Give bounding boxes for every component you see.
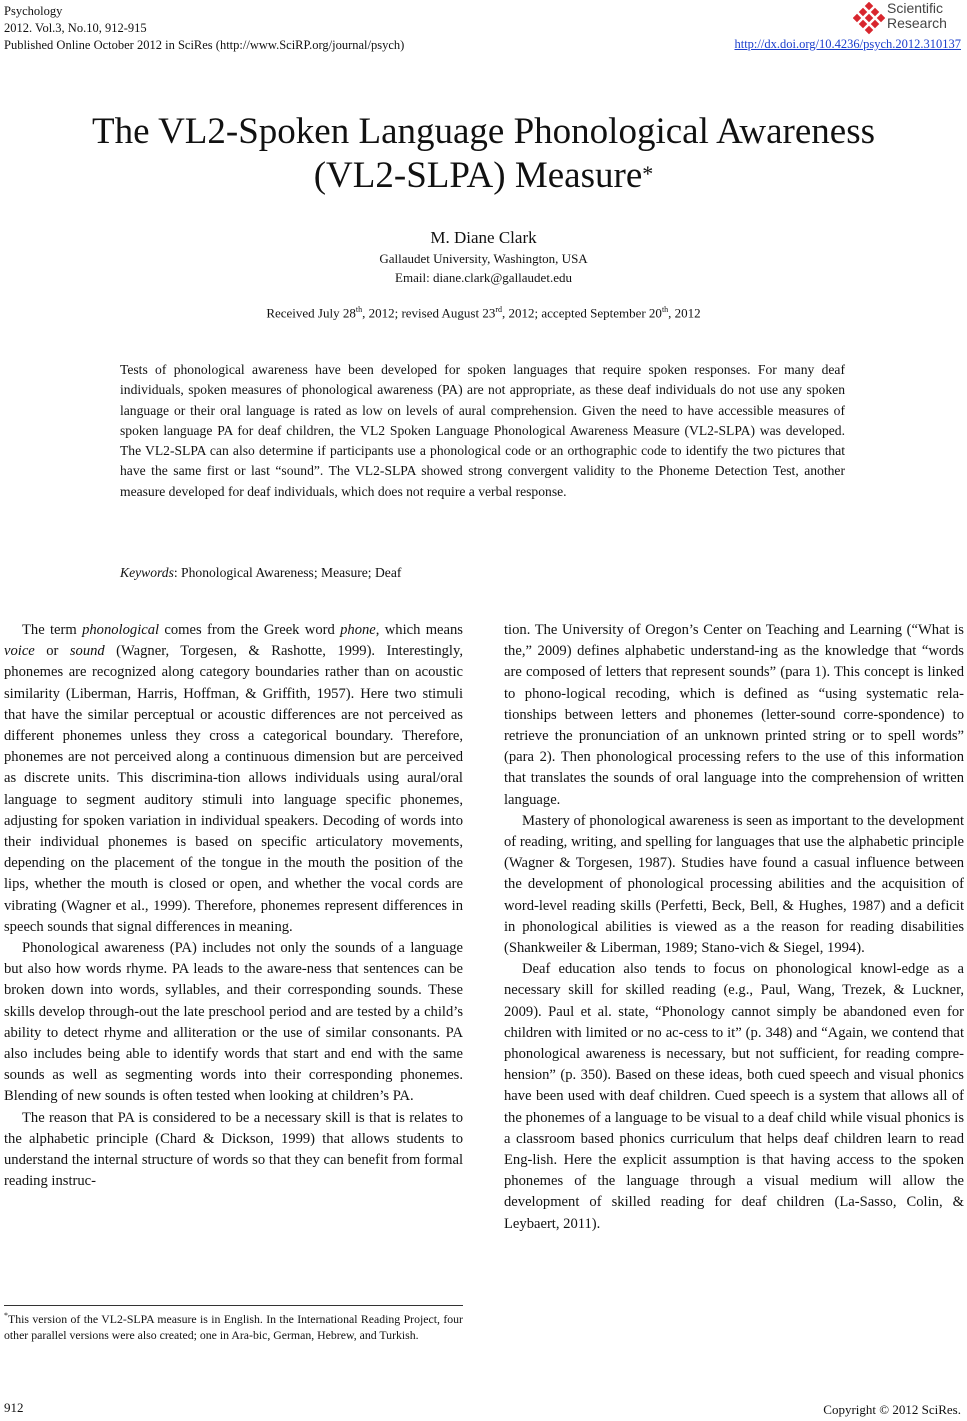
title-line-2-text: (VL2-SLPA) Measure	[313, 155, 643, 196]
page-number: 912	[4, 1400, 24, 1415]
dates-end: , 2012	[668, 305, 701, 321]
paragraph: Phonological awareness (PA) includes not only the sounds of a language but also how words rhyme. PA leads to the aware-ness that sentences can be broken down into words, syllables, and their corresponding sounds. These skills develop through-out the late preschool period and are tested by a child’s ability to detect rhyme and alliteration or the use of similar consonants. PA also includes being able to identify words that start and end with the same sounds as well as segmenting words into their corresponding phonemes. Blending of new sounds is often tested when looking at children’s PA.	[4, 940, 463, 1105]
author-affiliation: Gallaudet University, Washington, USA	[379, 251, 588, 266]
logo-text	[887, 1, 947, 31]
logo-icon	[853, 2, 885, 36]
footnote-divider	[4, 1305, 463, 1306]
logo-line-2: Research	[887, 15, 947, 31]
text: or	[34, 643, 70, 660]
author-name: M. Diane Clark	[430, 228, 537, 247]
journal-name: Psychology	[4, 4, 63, 18]
text: The term	[22, 622, 83, 638]
journal-header	[4, 3, 404, 54]
footnote-mark: *	[4, 1311, 8, 1320]
received-sup: th	[355, 305, 363, 314]
title-footnote-mark: *	[642, 161, 654, 186]
paragraph: Deaf education also tends to focus on phonological knowl-edge as a necessary skill for skilled reading (e.g., Paul, Wang, Trezek, & Luckner, 2009). Paul et al. state, “Phonology cannot simply be abandoned even for children with limited or no ac-cess to it” (p. 348) and “Again, we contend that phonological awareness is necessary, but not sufficient, for reading compre-hension” (p. 350). Based on these ideas, both cued speech and visual phonics have been used with deaf children. Cued speech is a system that allows all of the phonemes of a language to be visual to a deaf child while visual phonics is a classroom based phonics curriculum that helps deaf children learn to read Eng-lish. Here the explicit assumption is that having access to the spoken phonemes of the language through a visual medium will allow the development of skilled reading for deaf children (La-Sasso, Colin, & Leybaert, 2011).	[504, 961, 964, 1232]
paragraph: The reason that PA is considered to be a necessary skill is that is relates to the alphabetic principle (Chard & Dickson, 1999) that allows students to understand the internal structure of words so that they can benefit from formal reading instruc-	[4, 1109, 463, 1190]
publication-info: Published Online October 2012 in SciRes (http://www.SciRP.org/journal/psych)	[4, 38, 405, 52]
text: (Wagner, Torgesen, & Rashotte, 1999). Interestingly, phonemes are recognized along category boundaries rather than on acoustic similarity (Liberman, Harris, Hoffman, & Griffith, 1957). Here two stimuli that have the similar perceptual or acoustic differences are not perceived as different phonemes unless they cross a categorical boundary. Therefore, phonemes are not perceived along a continuous dimension but are perceived as discrete units. This discrimina-tion allows individuals using aural/oral language to segment auditory stimuli into language specific phonemes, adjusting for spoken variation in individual speakers. Decoding of words into their individual phonemes is based on specific articulatory movements, depending on the placement of the tongue in the mouth the position of the lips, whether the mouth is closed or open, and whether the vocal cords are vibrating (Wagner et al., 1999). Therefore, phonemes represent differences in speech sounds that signal differences in meaning.	[4, 643, 463, 935]
paper-title	[0, 110, 967, 198]
keywords-text: : Phonological Awareness; Measure; Deaf	[173, 565, 402, 580]
author-affiliation-block	[0, 249, 967, 287]
accepted-date: , 2012; accepted September 20	[502, 305, 662, 321]
author-email: Email: diane.clark@gallaudet.edu	[395, 270, 572, 285]
journal-volume: 2012. Vol.3, No.10, 912-915	[4, 21, 147, 35]
accepted-sup: th	[661, 305, 669, 314]
footnote	[4, 1308, 463, 1343]
body-left-column	[4, 620, 463, 1192]
logo-line-1: Scientific	[887, 0, 944, 16]
emphasis: sound	[69, 643, 105, 660]
keywords	[120, 565, 401, 581]
revised-sup: rd	[495, 305, 503, 314]
paragraph: tion. The University of Oregon’s Center on Teaching and Learning (“What is the,” 2009) defines alphabetic understand-ing as the knowledge that “words are composed of letters that represent sounds” (para 1). This concept is linked to phono-logical recoding, which is defined as “using systematic rela-tionships between letters and phonemes (letter-sound corre-spondence) to retrieve the pronunciation of an unknown printed string or to spell words” (para 2). Then phonological processing refers to the use of this information that translates the sounds of oral language into the comprehension of written language.	[504, 622, 964, 808]
revised-date: , 2012; revised August 23	[362, 305, 496, 321]
received-date: Received July 28	[266, 305, 356, 321]
emphasis: voice	[4, 643, 35, 660]
paragraph	[4, 620, 463, 938]
received-dates	[0, 305, 967, 321]
text: comes from the Greek word	[159, 622, 341, 638]
publisher-logo	[853, 1, 963, 37]
title-line-2	[0, 154, 967, 198]
text: , which means	[375, 622, 463, 638]
copyright: Copyright © 2012 SciRes.	[823, 1402, 961, 1417]
title-line-1: The VL2-Spoken Language Phonological Awareness	[91, 111, 876, 152]
doi-link[interactable]: http://dx.doi.org/10.4236/psych.2012.310137	[734, 37, 961, 51]
paragraph: Mastery of phonological awareness is seen as important to the development of reading, writing, and spelling for languages that use the alphabetic principle (Wagner & Torgesen, 1987). Studies have found a casual influence between the development of phonological processing abilities and the acquisition of word-level reading skills (Perfetti, Beck, Bell, & Hughes, 1987) and a deficit in phonological abilities is viewed as a the reason for reading disabilities (Shankweiler & Liberman, 1989; Stano-vich & Siegel, 1994).	[504, 812, 964, 957]
footnote-text: This version of the VL2-SLPA measure is in English. In the International Reading Project, four other parallel versions were also created; one in Ara-bic, German, Hebrew, and Turkish.	[4, 1311, 463, 1342]
emphasis: phonological	[82, 622, 160, 638]
body-right-column	[504, 620, 964, 1235]
keywords-label: Keywords	[120, 565, 174, 580]
emphasis: phone	[340, 622, 376, 638]
abstract: Tests of phonological awareness have been developed for spoken languages that require spoken responses. For many deaf individuals, spoken measures of phonological awareness (PA) are not appropriate, as these deaf individuals do not use any spoken language or their oral language is rated as low on levels of aural comprehension. Given the need to have accessible measures of spoken language PA for deaf children, the VL2 Spoken Language Phonological Awareness Measure (VL2-SLPA) was developed. The VL2-SLPA can also determine if participants use a phonological code or an orthographic code to identify the two pictures that have the same first or last “sound”. The VL2-SLPA showed strong convergent validity to the Phoneme Detection Test, another measure developed for deaf individuals, which does not require a verbal response.	[120, 362, 845, 499]
